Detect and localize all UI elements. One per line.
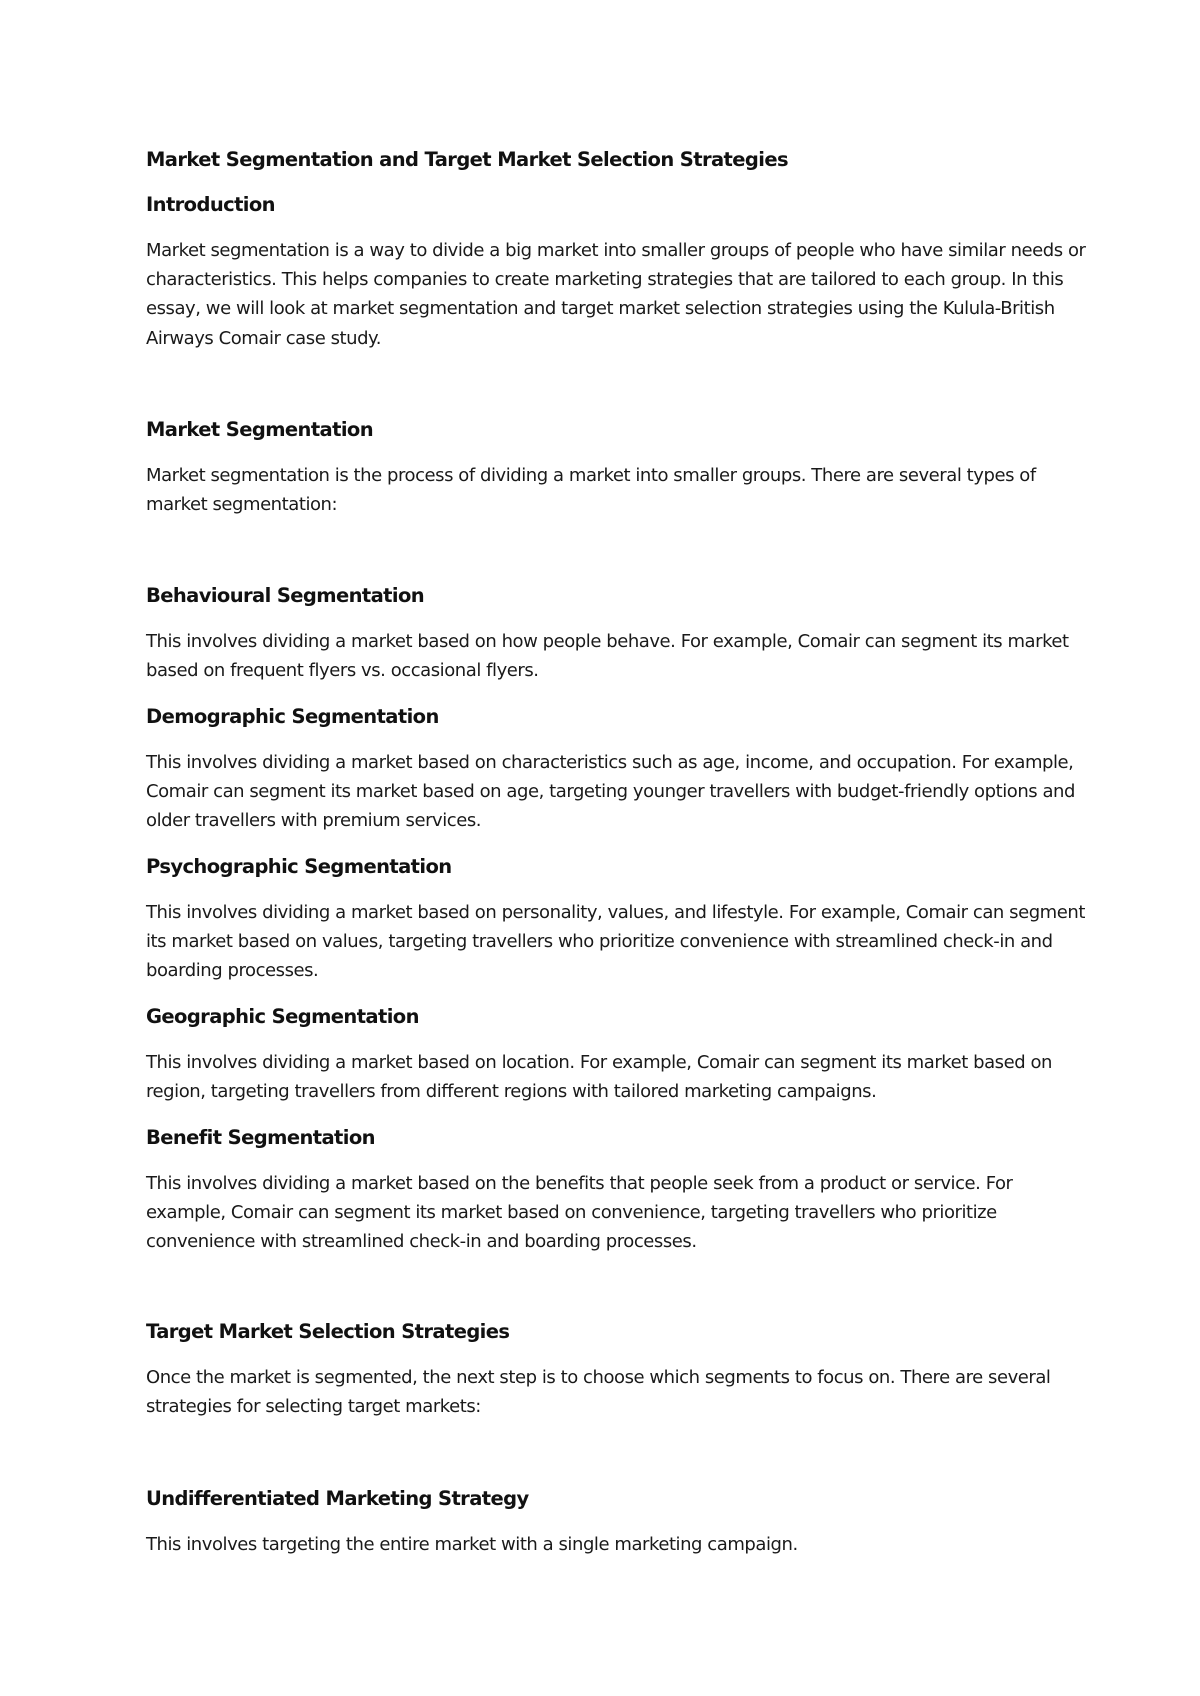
benefit-segmentation-heading: Benefit Segmentation [146, 1126, 375, 1149]
introduction-heading: Introduction [146, 193, 275, 216]
geographic-segmentation-heading: Geographic Segmentation [146, 1005, 419, 1028]
behavioural-segmentation-paragraph: This involves dividing a market based on how people behave. For example, Comair can segment its market based on frequent flyers vs. occasional flyers. [146, 631, 1069, 682]
document-title: Market Segmentation and Target Market Selection Strategies [146, 148, 788, 171]
demographic-segmentation-paragraph: This involves dividing a market based on characteristics such as age, income, and occupation. For example, Comair can segment its market based on age, targeting younger travellers with budget-friendly options and older travellers with premium services. [146, 752, 1075, 832]
undifferentiated-strategy-heading: Undifferentiated Marketing Strategy [146, 1487, 529, 1510]
demographic-segmentation-heading: Demographic Segmentation [146, 705, 439, 728]
target-market-paragraph: Once the market is segmented, the next step is to choose which segments to focus on. There are several strategies for selecting target markets: [146, 1367, 1051, 1418]
psychographic-segmentation-heading: Psychographic Segmentation [146, 855, 452, 878]
target-market-heading: Target Market Selection Strategies [146, 1320, 510, 1343]
market-segmentation-heading: Market Segmentation [146, 418, 373, 441]
psychographic-segmentation-paragraph: This involves dividing a market based on personality, values, and lifestyle. For example, Comair can segment its market based on values, targeting travellers who prioritize convenience with streamlined check-in and boarding processes. [146, 902, 1085, 982]
introduction-paragraph: Market segmentation is a way to divide a big market into smaller groups of people who have similar needs or characteristics. This helps companies to create marketing strategies that are tailored to each group. In this essay, we will look at market segmentation and target market selection strategies using the Kulula-British Airways Comair case study. [146, 240, 1086, 349]
benefit-segmentation-paragraph: This involves dividing a market based on the benefits that people seek from a product or service. For example, Comair can segment its market based on convenience, targeting travellers who prioritize convenience with streamlined check-in and boarding processes. [146, 1173, 1013, 1253]
undifferentiated-strategy-paragraph: This involves targeting the entire market with a single marketing campaign. [146, 1534, 798, 1555]
market-segmentation-paragraph: Market segmentation is the process of dividing a market into smaller groups. There are several types of market segmentation: [146, 465, 1036, 516]
behavioural-segmentation-heading: Behavioural Segmentation [146, 584, 425, 607]
geographic-segmentation-paragraph: This involves dividing a market based on location. For example, Comair can segment its market based on region, targeting travellers from different regions with tailored marketing campaigns. [146, 1052, 1052, 1103]
